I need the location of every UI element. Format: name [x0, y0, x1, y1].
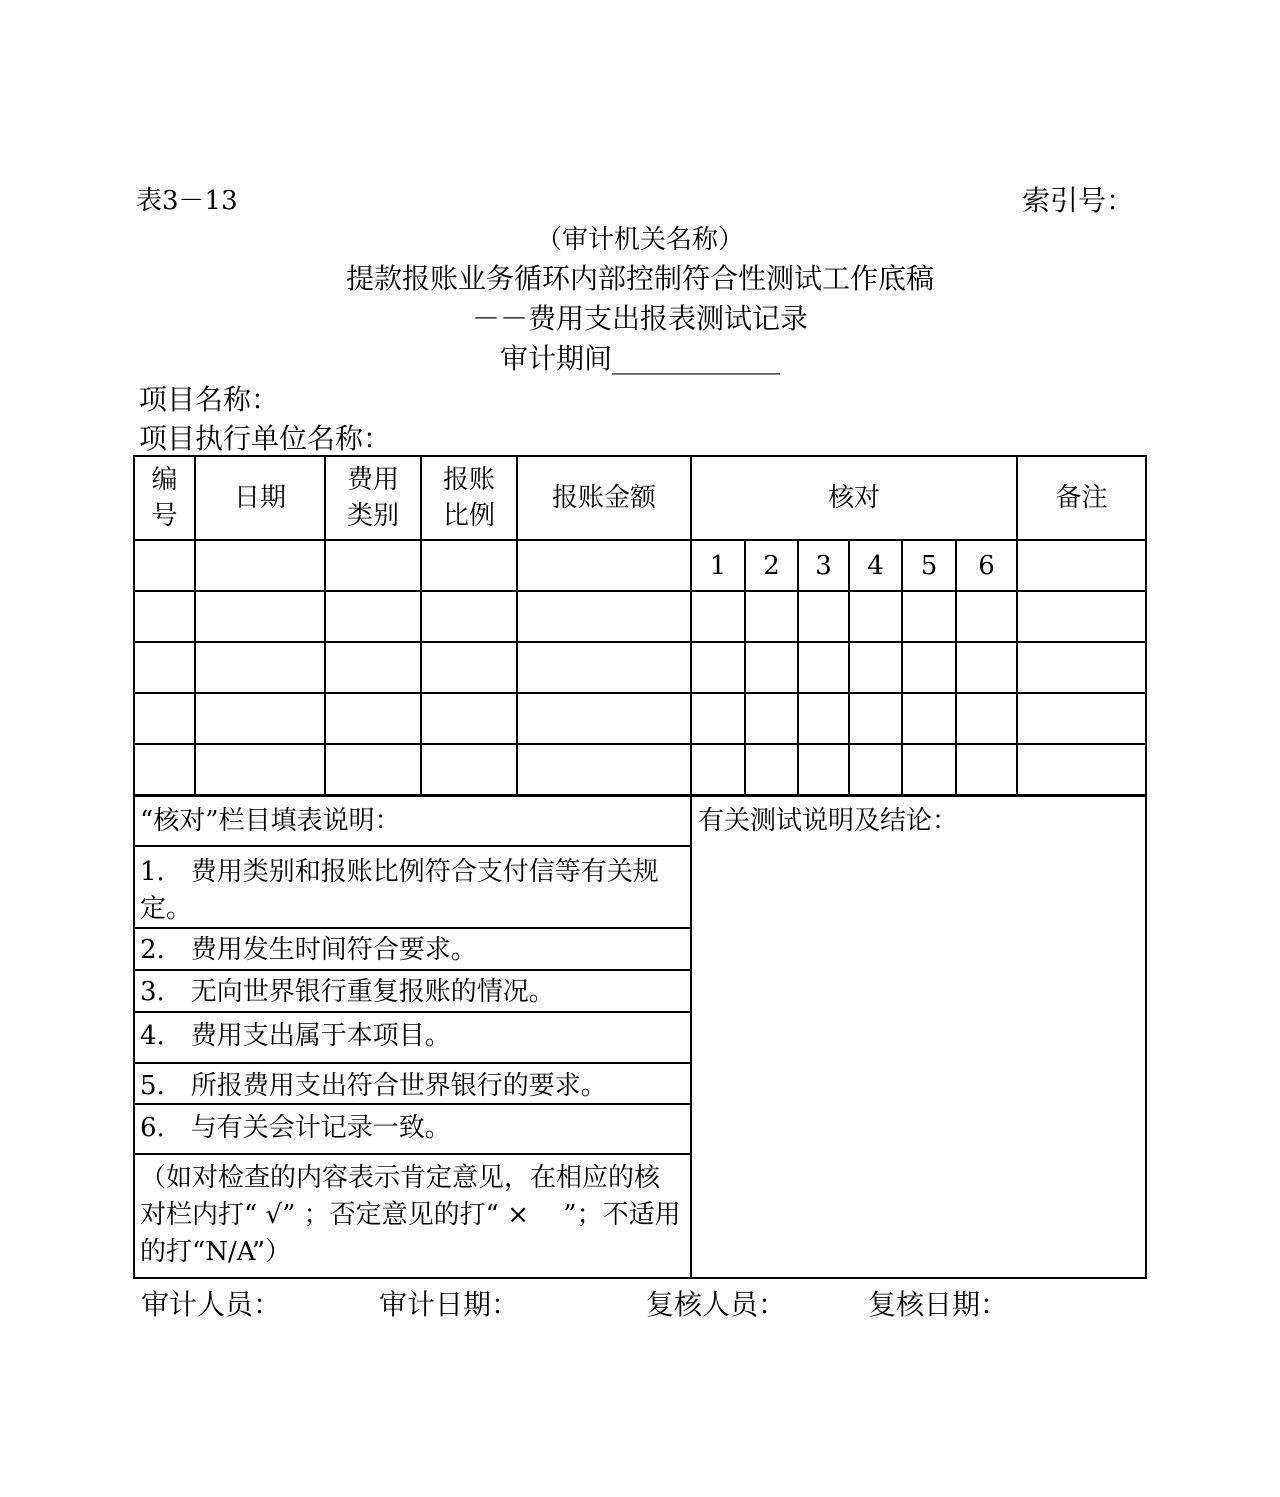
note-instruction: （如对检查的内容表示肯定意见，在相应的核对栏内打“ √” ；否定意见的打“ × ”；不适用的打“N/A”）	[140, 1163, 681, 1267]
header-reimburse-ratio: 报账 比例	[442, 465, 495, 531]
note-item-2: 2. 费用发生时间符合要求。	[140, 935, 477, 965]
check-column-1: 1	[709, 550, 727, 581]
note-item-1: 1. 费用类别和报账比例符合支付信等有关规定。	[140, 857, 659, 924]
check-column-4: 4	[867, 550, 884, 581]
check-column-6: 6	[978, 550, 995, 581]
note-item-4: 4. 费用支出属于本项目。	[140, 1021, 451, 1051]
page-title: 提款报账业务循环内部控制符合性测试工作底稿	[345, 262, 934, 295]
header-remark: 备注	[1055, 483, 1108, 513]
note-item-6: 6. 与有关会计记录一致。	[140, 1113, 451, 1143]
audit-period: 审计期间____________	[499, 342, 780, 375]
project-unit-label: 项目执行单位名称：	[139, 422, 392, 455]
auditor-label: 审计人员：	[141, 1288, 282, 1321]
check-column-3: 3	[815, 550, 832, 581]
header-number: 编 号	[151, 465, 178, 531]
conclusion-label: 有关测试说明及结论：	[698, 806, 959, 836]
check-column-5: 5	[920, 550, 938, 581]
reviewer-label: 复核人员：	[646, 1288, 787, 1321]
note-item-5: 5. 所报费用支出符合世界银行的要求。	[140, 1071, 607, 1101]
check-column-2: 2	[763, 550, 780, 581]
header-date: 日期	[233, 483, 286, 513]
notes-heading: “核对”栏目填表说明：	[140, 806, 401, 836]
project-name-label: 项目名称：	[139, 383, 280, 416]
table-number: 表3－13	[136, 186, 238, 216]
org-name: （审计机关名称）	[535, 225, 744, 255]
audit-date-label: 审计日期：	[379, 1288, 520, 1321]
header-amount: 报账金额	[551, 483, 656, 513]
header-check: 核对	[827, 483, 880, 513]
review-date-label: 复核日期：	[868, 1288, 1009, 1321]
header-expense-type: 费用 类别	[346, 465, 399, 531]
note-item-3: 3. 无向世界银行重复报账的情况。	[140, 977, 555, 1007]
page-subtitle: －－费用支出报表测试记录	[471, 302, 808, 335]
index-number-label: 索引号：	[1022, 184, 1135, 217]
